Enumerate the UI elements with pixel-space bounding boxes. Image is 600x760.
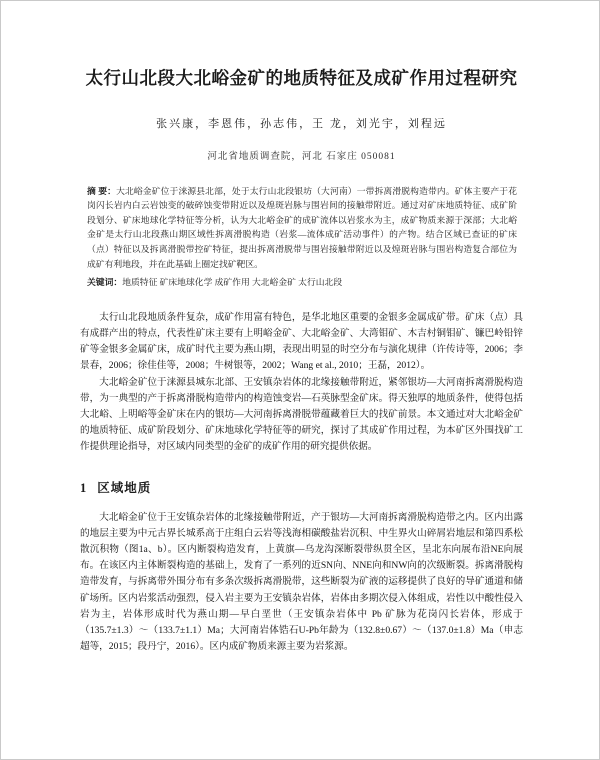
- section-1-number: 1: [80, 480, 88, 495]
- abstract-text: 大北峪金矿位于涞源县北部，处于太行山北段银坊（大河南）一带拆离滑脱构造带内。矿体主要产于花岗闪长岩内白云岩蚀变的破碎蚀变带附近以及煌斑岩脉与围岩间的接触带附近。通过对矿床地质特征、成矿阶段划分、矿床地球化学特征等分析，认为大北峪金矿的成矿流体以岩浆水为主，成矿物质来源于深部；大北峪金矿是太行山北段燕山期区域性拆离滑脱构造（岩浆—流体成矿活动事件）的产物。结合区域已查证的矿床（点）特征以及拆离滑脱带控矿特征，提出拆离滑脱带与围岩接触带附近以及煌斑岩脉与围岩构造复合部位为成矿有利地段，并在此基础上圈定找矿靶区。: [87, 185, 517, 269]
- keywords-line: [87, 275, 517, 290]
- keywords-label: 关键词：: [87, 277, 123, 288]
- section-1-heading: [80, 478, 523, 496]
- body-paragraph-1: 太行山北段地质条件复杂，成矿作用富有特色，是华北地区重要的金银多金属成矿带。矿床（点）具有成群产出的特点，代表性矿床主要有上明峪金矿、大北峪金矿、大湾钼矿、木吉村铜钼矿、镰巴岭铅锌矿等金银多金属矿床，成矿时代主要为燕山期，表现出明显的时空分布与演化规律（许传诗等，2006；李景春，2006；徐佳佳等，2008；牛树银等，2002；Wang et al., 2010；王磊，2012）。: [80, 311, 523, 372]
- keywords-text: 地质特征 矿床地球化学 成矿作用 大北峪金矿 太行山北段: [122, 277, 343, 288]
- section-1-paragraph-1: 大北峪金矿位于王安镇杂岩体的北缘接触带附近，产于银坊—大河南拆离滑脱构造带之内。区内出露的地层主要为中元古界长城系高于庄组白云岩等浅海相碳酸盐岩沉积、中生界火山碎屑岩地层和第四系松散沉积物（图1a、b）。区内断裂构造发育，上黄旗—乌龙沟深断裂带纵贯全区，呈北东向展布沿NE向展布。在该区内主体断裂构造的基础上，发育了一系列的近SN向、NNE向和NW向的次级断裂。拆离滑脱构造带发育，与拆离带外围分布有多条次级拆离滑脱带，这些断裂为矿液的运移提供了良好的导矿通道和储矿场所。区内岩浆活动强烈，侵入岩主要为王安镇杂岩体，岩体由多期次侵入体组成，岩性以中酸性侵入岩为主，岩体形成时代为燕山期—早白垩世（王安镇杂岩体中 Pb 矿脉为花岗闪长岩体，形成于（135.7±1.3）～（133.7±1.1）Ma；大河南岩体锆石U-Pb年龄为（132.8±0.67）～（137.0±1.8）Ma（申志超等，2015；段丹宁，2016）。区内成矿物质来源主要为岩浆源。: [80, 511, 523, 653]
- authors-line: 张兴康，李恩伟，孙志伟，王 龙，刘光宇，刘程远: [156, 117, 447, 130]
- abstract-label: 摘 要：: [87, 185, 117, 196]
- affiliation-line: 河北省地质调查院，河北 石家庄 050081: [207, 151, 396, 162]
- paper-title: 太行山北段大北峪金矿的地质特征及成矿作用过程研究: [85, 68, 518, 88]
- abstract-block: [87, 184, 517, 272]
- body-paragraph-2: 大北峪金矿位于涞源县城东北部、王安镇杂岩体的北缘接触带附近，紧邻银坊—大河南拆离滑脱构造带，为一典型的产于拆离滑脱构造带内的构造蚀变岩—石英脉型金矿床。得天独厚的地质条件，使得包括大北峪、上明峪等金矿床在内的银坊—大河南拆离滑脱带蕴藏着巨大的找矿前景。本文通过对大北峪金矿的地质特征、成矿阶段划分、矿床地球化学特征等的研究，探讨了其成矿作用过程，为本矿区外围找矿工作提供理论指导，对区域内同类型的金矿的成矿作用的研究提供依据。: [80, 376, 523, 453]
- section-1-title: 区域地质: [97, 480, 152, 495]
